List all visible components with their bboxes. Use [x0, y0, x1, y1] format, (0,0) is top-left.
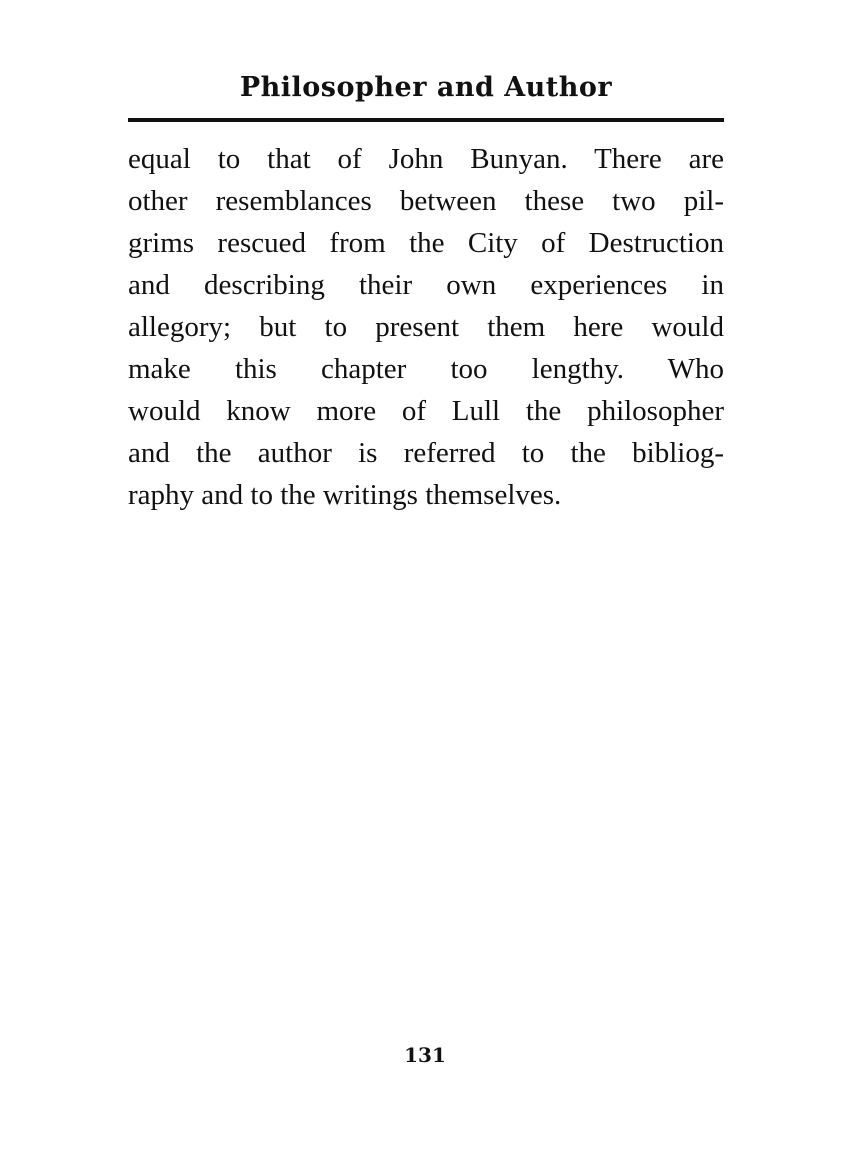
text-line: make this chapter too lengthy. Who: [128, 353, 724, 385]
running-head: Philosopher and Author: [239, 72, 613, 103]
text-line: equal to that of John Bunyan. There are: [128, 143, 724, 175]
text-line: raphy and to the writings themselves.: [128, 479, 562, 511]
text-line: grims rescued from the City of Destruction: [128, 227, 724, 259]
text-line: and the author is referred to the bibliog-: [128, 437, 724, 469]
header-rule: [128, 118, 724, 122]
text-line: allegory; but to present them here would: [128, 311, 724, 343]
text-line: and describing their own experiences in: [128, 269, 724, 301]
body-paragraph: [128, 138, 724, 516]
text-line: other resemblances between these two pil-: [128, 185, 724, 217]
text-line: would know more of Lull the philosopher: [128, 395, 724, 427]
page-number: 131: [404, 1043, 446, 1067]
